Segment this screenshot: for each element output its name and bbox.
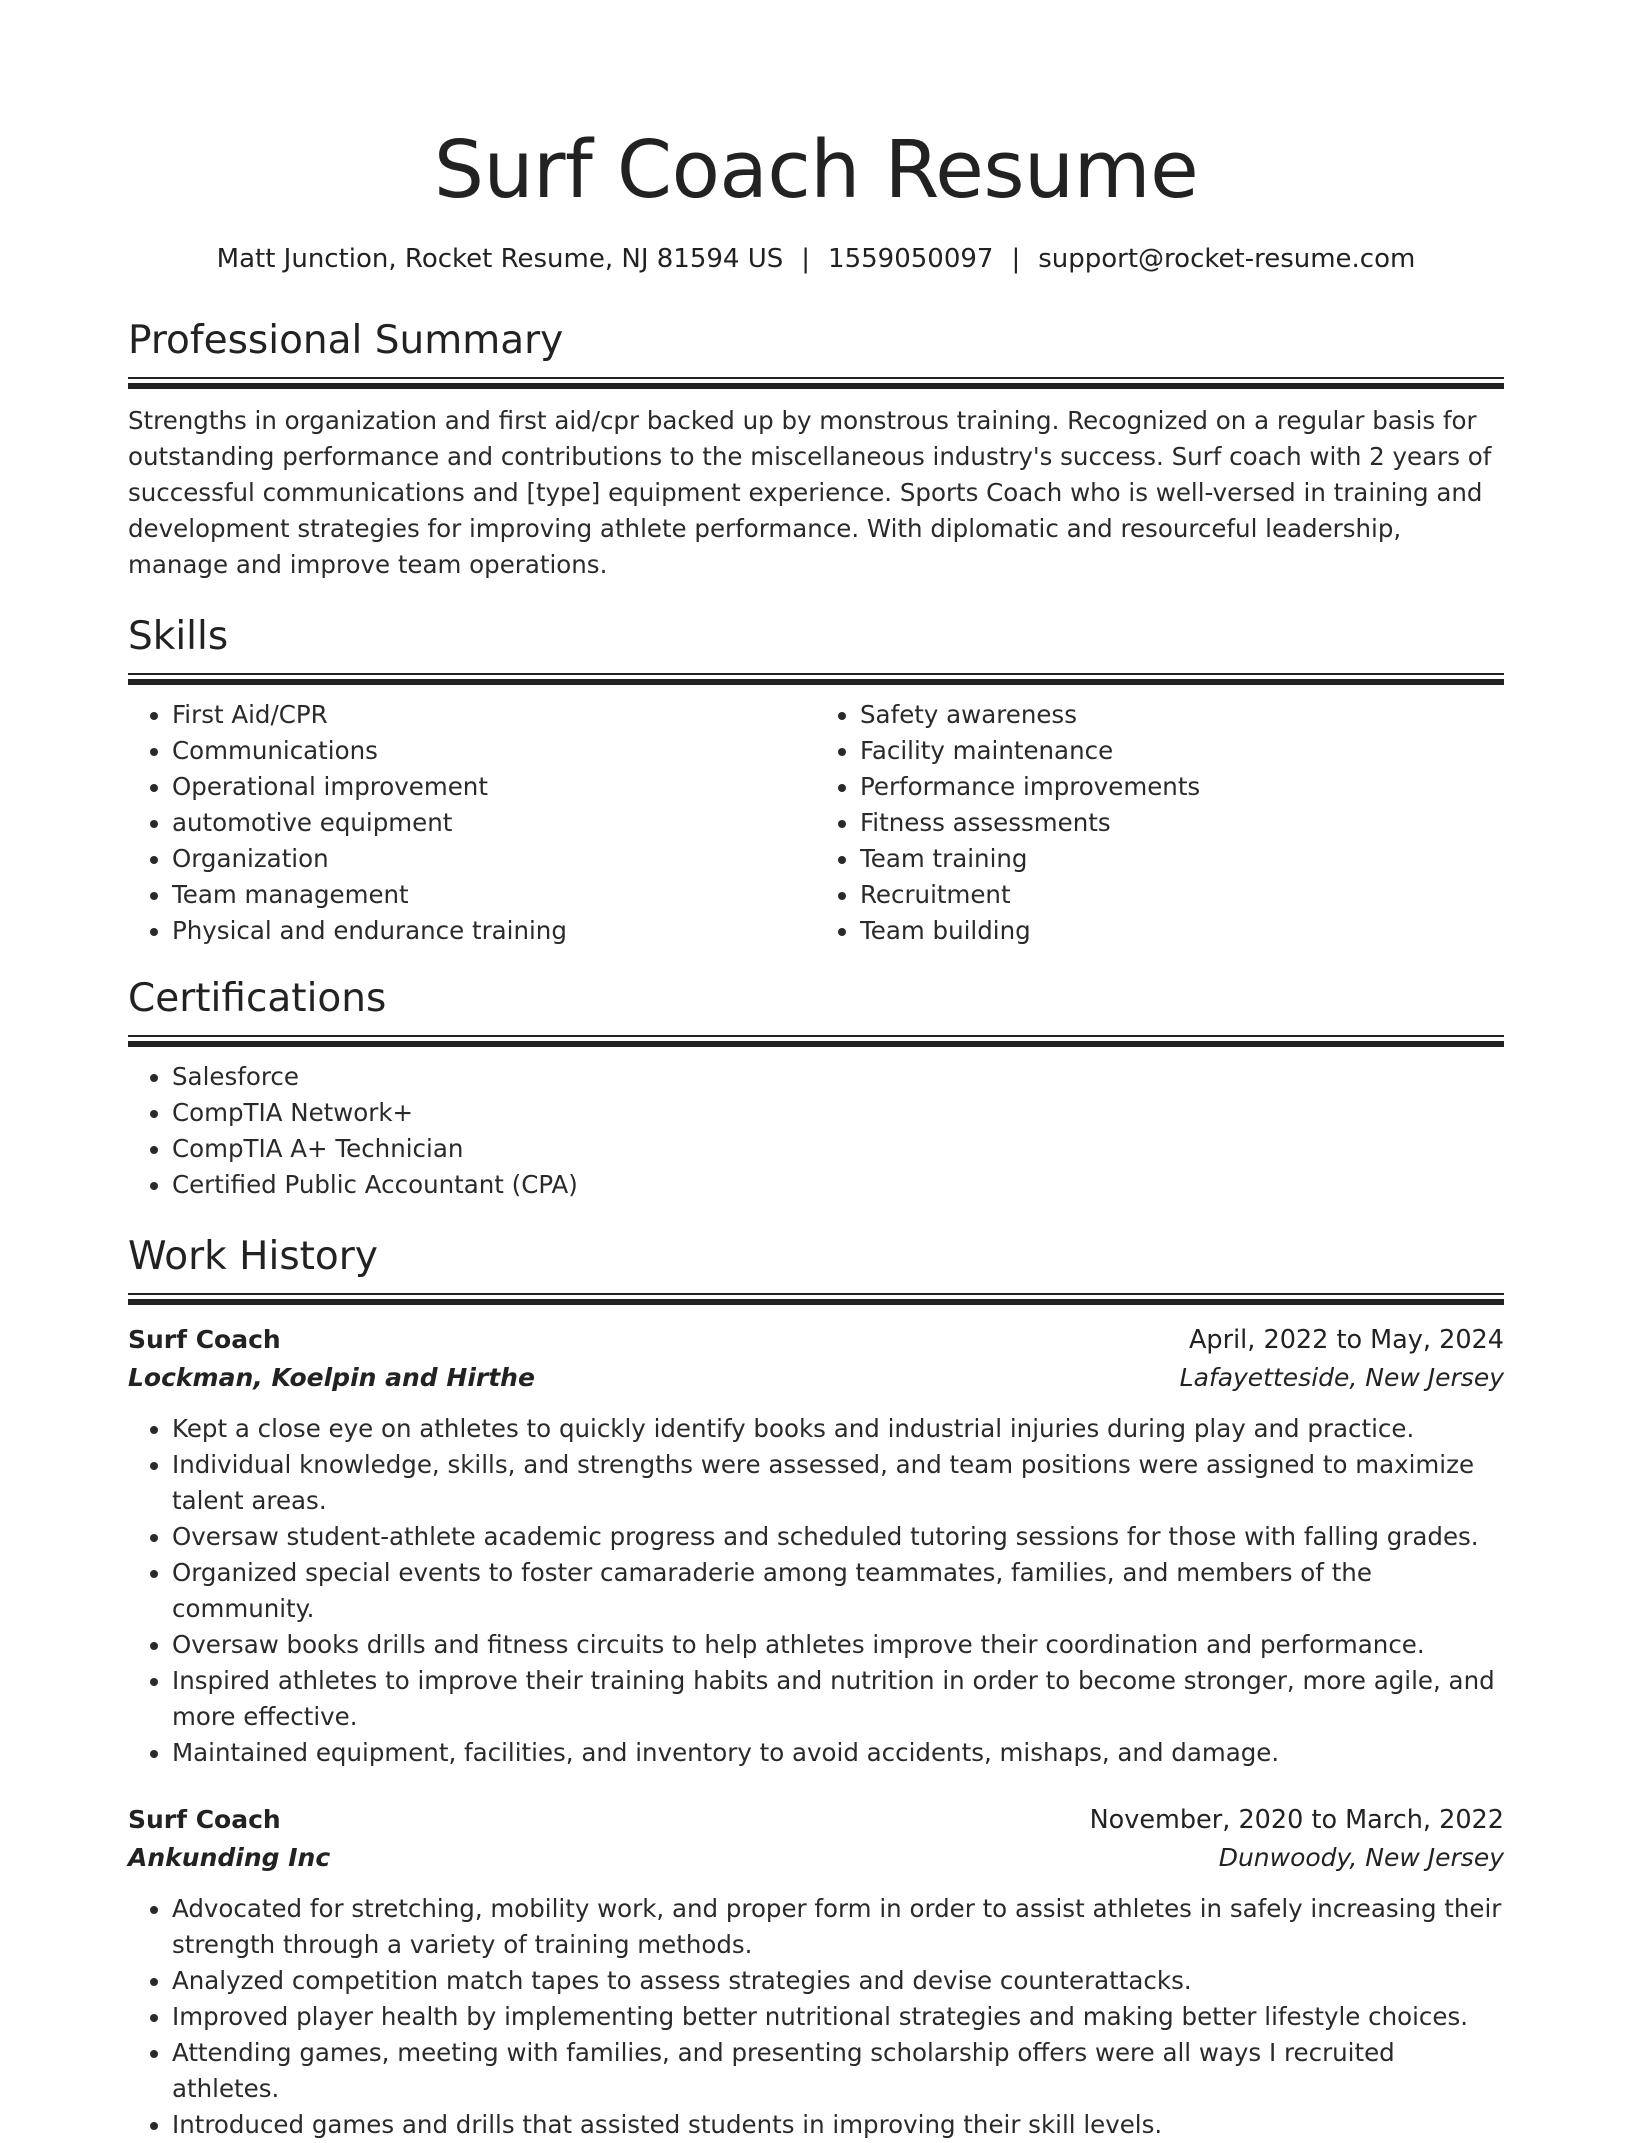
skill-item: • Team building (860, 913, 1504, 949)
resume-page (128, 0, 1504, 2143)
skill-item: • Physical and endurance training (172, 913, 816, 949)
section-divider (128, 377, 1504, 389)
certifications-list (128, 1059, 1504, 1203)
job-bullet: • Individual knowledge, skills, and strengths were assessed, and team positions were assigned to maximize talent areas. (172, 1447, 1504, 1519)
job-company-row (128, 1839, 1504, 1877)
skills-list-left (128, 697, 816, 949)
job-bullet: • Improved player health by implementing better nutritional strategies and making better lifestyle choices. (172, 1999, 1504, 2035)
skill-item: • Facility maintenance (860, 733, 1504, 769)
job-location: Lafayetteside, New Jersey (1179, 1363, 1504, 1392)
summary-text: Strengths in organization and first aid/cpr backed up by monstrous training. Recognized on a regular basis for outstanding performance and contributions to the miscellaneous industry's success. Surf coach with 2 years of successful communications and [type] equipment experience. Sports Coach who is well-versed in training and development strategies for improving athlete performance. With diplomatic and resourceful leadership, manage and improve team operations. (128, 406, 1492, 579)
job-header-row (128, 1801, 1504, 1839)
skill-item: • Fitness assessments (860, 805, 1504, 841)
job-bullet: • Oversaw student-athlete academic progress and scheduled tutoring sessions for those with falling grades. (172, 1519, 1504, 1555)
certification-item: • CompTIA A+ Technician (172, 1131, 1504, 1167)
certification-item: • Salesforce (172, 1059, 1504, 1095)
job-header-row (128, 1321, 1504, 1359)
contact-email[interactable]: support@rocket-resume.com (1038, 244, 1416, 274)
job-bullet: • Inspired athletes to improve their training habits and nutrition in order to become stronger, more agile, and more effective. (172, 1663, 1504, 1735)
section-heading-skills: Skills (128, 614, 229, 659)
job-bullet: • Maintained equipment, facilities, and inventory to avoid accidents, mishaps, and damage. (172, 1735, 1504, 1771)
skills-list-right (816, 697, 1504, 949)
job-company: Ankunding Inc (128, 1843, 331, 1872)
contact-separator: | (801, 244, 811, 274)
contact-phone: 1559050097 (828, 244, 994, 274)
job-bullet: • Introduced games and drills that assisted students in improving their skill levels. (172, 2107, 1504, 2143)
skill-item: • Performance improvements (860, 769, 1504, 805)
summary-section (128, 317, 1504, 583)
job-company: Lockman, Koelpin and Hirthe (128, 1363, 535, 1392)
job-bullet: • Oversaw books drills and fitness circuits to help athletes improve their coordination and performance. (172, 1627, 1504, 1663)
job-entry (128, 1801, 1504, 2143)
job-bullets (128, 1411, 1504, 1771)
contact-line (128, 241, 1504, 277)
skill-item: • Organization (172, 841, 816, 877)
section-heading-summary: Professional Summary (128, 318, 564, 363)
skill-item: • Operational improvement (172, 769, 816, 805)
section-divider (128, 1035, 1504, 1047)
skill-item: • Team management (172, 877, 816, 913)
job-dates: November, 2020 to March, 2022 (1089, 1805, 1504, 1835)
job-dates: April, 2022 to May, 2024 (1188, 1325, 1504, 1355)
contact-address: Matt Junction, Rocket Resume, NJ 81594 US (216, 244, 784, 274)
job-location: Dunwoody, New Jersey (1218, 1843, 1504, 1872)
job-bullet: • Kept a close eye on athletes to quickly identify books and industrial injuries during play and practice. (172, 1411, 1504, 1447)
skill-item: • Team training (860, 841, 1504, 877)
certification-item: • CompTIA Network+ (172, 1095, 1504, 1131)
skill-item: • First Aid/CPR (172, 697, 816, 733)
skill-item: • Recruitment (860, 877, 1504, 913)
job-bullet: • Analyzed competition match tapes to assess strategies and devise counterattacks. (172, 1963, 1504, 1999)
job-title: Surf Coach (128, 1805, 281, 1834)
contact-separator: | (1011, 244, 1021, 274)
skills-section (128, 613, 1504, 949)
section-heading-certifications: Certifications (128, 976, 387, 1021)
certification-item: • Certified Public Accountant (CPA) (172, 1167, 1504, 1203)
section-divider (128, 673, 1504, 685)
section-heading-work-history: Work History (128, 1234, 378, 1279)
resume-title: Surf Coach Resume (433, 124, 1199, 216)
job-bullet: • Organized special events to foster camaraderie among teammates, families, and members of the community. (172, 1555, 1504, 1627)
skills-grid (128, 697, 1504, 949)
work-history-section (128, 1233, 1504, 2143)
certifications-section (128, 975, 1504, 1203)
job-bullet: • Attending games, meeting with families, and presenting scholarship offers were all ways I recruited athletes. (172, 2035, 1504, 2107)
job-company-row (128, 1359, 1504, 1397)
skill-item: • Safety awareness (860, 697, 1504, 733)
job-entry (128, 1321, 1504, 1771)
job-title: Surf Coach (128, 1325, 281, 1354)
job-bullet: • Advocated for stretching, mobility work, and proper form in order to assist athletes in safely increasing their strength through a variety of training methods. (172, 1891, 1504, 1963)
skill-item: • Communications (172, 733, 816, 769)
skill-item: • automotive equipment (172, 805, 816, 841)
job-bullets (128, 1891, 1504, 2143)
section-divider (128, 1293, 1504, 1305)
